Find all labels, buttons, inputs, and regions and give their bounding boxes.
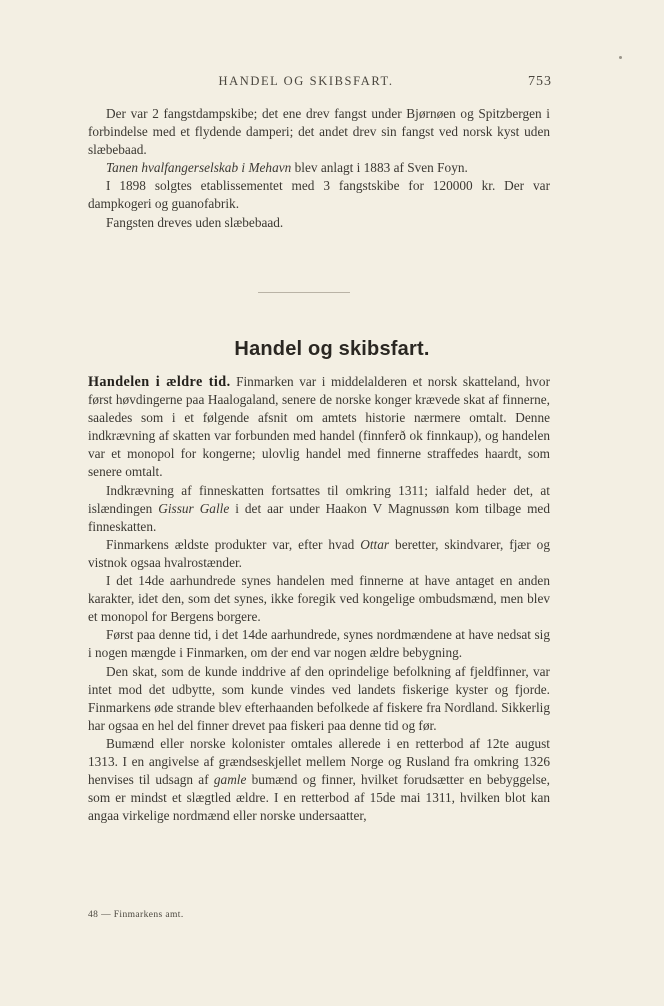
runin-heading: Handelen i ældre tid. bbox=[88, 374, 231, 390]
paragraph-text: Finmarkens ældste produkter var, efter hvad bbox=[106, 536, 361, 552]
paragraph bbox=[88, 482, 550, 536]
paper-speck bbox=[619, 56, 622, 59]
section-heading: Handel og skibsfart. bbox=[234, 338, 430, 360]
paragraph bbox=[88, 159, 550, 177]
paragraph: I det 14de aarhundrede synes handelen med finnerne at have antaget en anden karakter, idet den, som det synes, ikke foregik ved kongelige ombudsmænd, men blev et monopol for Bergens borgere. bbox=[88, 573, 550, 625]
paragraph-text: Indkrævning af finneskatten fortsattes til omkring 1311; ialfald heder det, at islændingen bbox=[88, 482, 550, 516]
signature-mark: 48 — Finmarkens amt. bbox=[88, 910, 184, 920]
paragraph-text: bumænd og finner, hvilket forudsætter en bebyggelse, som er mindst et slægtled ældre. I en retterbod af 15de mai 1311, hvilken blot kan angaa virkelige nordmænd eller norske undersaatter, bbox=[88, 772, 550, 824]
paragraph: Først paa denne tid, i det 14de aarhundrede, synes nordmændene at have nedsat sig i nogen mængde i Finmarken, om der end var nogen ældre bebygning. bbox=[88, 627, 550, 661]
paragraph-text: Finmarken var i middelalderen et norsk skatteland, hvor først høvdingerne paa Haalogaland, senere de norske konger krævede skat af finnerne, saaledes som i et følgende afsnit om amtets historie nærmere omtalt. Denne indkrævning af skatten var forbunden med handel (finnferð ok finnkaup), og handelen var et monopol for kongerne; ulovlig handel med finnerne straffedes haardt, som senere omtalt. bbox=[88, 374, 550, 480]
paragraph bbox=[88, 735, 550, 825]
paragraph-text: beretter, skindvarer, fjær og vistnok ogsaa hvalrostænder. bbox=[88, 536, 550, 570]
italic-word: gamle bbox=[213, 772, 247, 788]
paragraph-text: blev anlagt i 1883 af Sven Foyn. bbox=[291, 160, 468, 176]
running-title: HANDEL OG SKIBSFART. bbox=[218, 74, 394, 88]
paragraph: Den skat, som de kunde inddrive af den oprindelige befolkning af fjeldfinner, var intet mod det udbytte, som kunde vindes ved landets fiskerige kyster og fjorde. Finmarkens øde strande blev efterhaanden befolkede af fiskere fra Nordland. Sikkerlig har ogsaa en hel del finner drevet paa fiskeri paa denne tid og før. bbox=[88, 663, 550, 733]
italic-name: Ottar bbox=[360, 536, 390, 552]
italic-name: Gissur Galle bbox=[158, 500, 230, 516]
paragraph: Fangsten dreves uden slæbebaad. bbox=[106, 214, 284, 230]
paragraph bbox=[88, 373, 550, 482]
paragraph: I 1898 solgtes etablissementet med 3 fangstskibe for 120000 kr. Der var dampkogeri og guanofabrik. bbox=[88, 178, 550, 212]
running-head bbox=[60, 74, 552, 94]
top-text-block bbox=[88, 105, 550, 232]
paragraph-text: Bumænd eller norske kolonister omtales allerede i en retterbod af 12te august 1313. I en angivelse af grændseskjellet mellem Norge og Rusland fra omkring 1326 henvises til udsagn af bbox=[88, 735, 550, 788]
main-text-block bbox=[88, 373, 550, 825]
section-divider bbox=[258, 292, 350, 293]
paragraph bbox=[88, 536, 550, 572]
paragraph-text: i det aar under Haakon V Magnussøn kom tilbage med finneskatten. bbox=[88, 500, 550, 534]
paragraph: Der var 2 fangstdampskibe; det ene drev fangst under Bjørnøen og Spitzbergen i forbindelse med et flydende damperi; det andet drev sin fangst ved norsk kyst uden slæbebaad. bbox=[88, 106, 550, 158]
italic-name: Tanen hvalfangerselskab i Mehavn bbox=[106, 160, 292, 176]
page-number: 753 bbox=[528, 74, 552, 89]
